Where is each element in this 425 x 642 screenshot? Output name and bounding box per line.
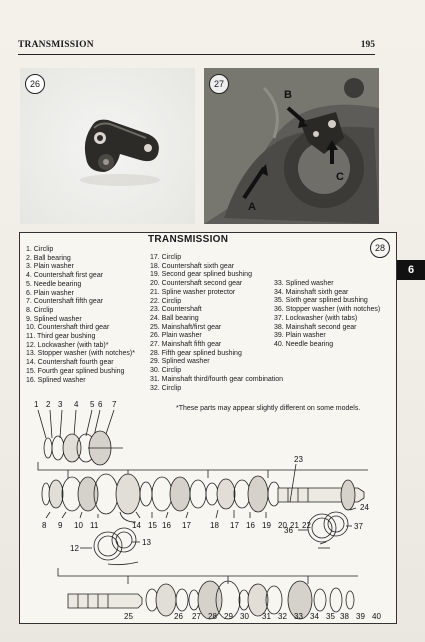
callout-number: 30 <box>240 612 249 620</box>
callout-number: 32 <box>278 612 287 620</box>
parts-list-item: 19. Second gear splined bushing <box>150 271 252 279</box>
photo-number-badge: 26 <box>25 74 45 94</box>
figure-title: TRANSMISSION <box>148 234 229 245</box>
callout-number: 25 <box>124 612 133 620</box>
callout-number: 4 <box>74 400 79 409</box>
oil-pump-photo <box>20 68 195 224</box>
parts-list-col2 <box>150 254 283 393</box>
parts-list-item: 1. Circlip <box>26 246 54 253</box>
callout-number: 40 <box>372 612 381 620</box>
callout-number: 22 <box>302 521 311 530</box>
callout-number: 9 <box>58 521 63 530</box>
callout-number: 1 <box>34 400 39 409</box>
callout-number: 21 <box>290 521 299 530</box>
parts-list-item: 23. Countershaft <box>150 306 202 314</box>
callout-number: 16 <box>246 521 255 530</box>
parts-list-item: 17. Circlip <box>150 254 182 261</box>
callout-number: 14 <box>132 521 141 530</box>
callout-number: 29 <box>224 612 233 620</box>
callout-number: 31 <box>262 612 271 620</box>
callout-number: 6 <box>98 400 103 409</box>
parts-list-item: 6. Plain washer <box>26 289 74 297</box>
parts-list-item: 4. Countershaft first gear <box>26 272 104 280</box>
callout-number: 8 <box>42 521 47 530</box>
callout-number: 3 <box>58 400 63 409</box>
callout-number: 15 <box>148 521 157 530</box>
photo-number-badge: 27 <box>209 74 229 94</box>
parts-list-item: 35. Sixth gear splined bushing <box>274 297 368 305</box>
callout-number: 24 <box>360 503 369 512</box>
callout-number: 39 <box>356 612 365 620</box>
callout-number: 19 <box>262 521 271 530</box>
callout-number: 33 <box>294 612 303 620</box>
photo-label-b: B <box>284 89 292 101</box>
parts-list-item: 40. Needle bearing <box>274 340 334 348</box>
page-header <box>18 40 375 55</box>
parts-list-item: 10. Countershaft third gear <box>26 324 110 332</box>
parts-list-item: 37. Lockwasher (with tabs) <box>274 314 358 322</box>
callout-number: 28 <box>208 612 217 620</box>
parts-list-item: 5. Needle bearing <box>26 280 82 288</box>
parts-list-item: 3. Plain washer <box>26 263 74 271</box>
photo-27 <box>204 68 379 224</box>
callout-number: 20 <box>278 521 287 530</box>
callout-number: 26 <box>174 612 183 620</box>
parts-list-item: 30. Circlip <box>150 367 182 375</box>
parts-list-item: 34. Mainshaft sixth gear <box>274 288 349 296</box>
photo-label-c: C <box>336 171 344 183</box>
callout-number: 13 <box>142 538 151 547</box>
callout-number: 10 <box>74 521 83 530</box>
callout-number: 17 <box>182 521 191 530</box>
parts-list-item: 33. Splined washer <box>274 280 334 287</box>
page-number: 195 <box>360 40 375 50</box>
callout-number: 34 <box>310 612 319 620</box>
parts-list-item: 20. Countershaft second gear <box>150 280 243 288</box>
callout-number: 2 <box>46 400 51 409</box>
parts-list-item: 14. Countershaft fourth gear <box>26 359 114 367</box>
callout-number: 36 <box>284 526 293 535</box>
callout-number: 38 <box>340 612 349 620</box>
parts-list-col3 <box>274 280 380 350</box>
callout-number: 23 <box>294 455 303 464</box>
chapter-tab: 6 <box>397 260 425 280</box>
parts-list-item: 8. Circlip <box>26 306 54 314</box>
parts-list-item: 18. Countershaft sixth gear <box>150 262 235 270</box>
callout-number: 17 <box>230 521 239 530</box>
parts-list-item: 38. Mainshaft second gear <box>274 323 357 331</box>
exploded-transmission-diagram <box>28 398 390 620</box>
parts-list-item: 32. Circlip <box>150 384 182 392</box>
parts-list-item: 11. Third gear bushing <box>26 333 96 341</box>
parts-list-item: 15. Fourth gear splined bushing <box>26 367 125 375</box>
callout-number: 12 <box>70 544 79 553</box>
parts-list-item: 12. Lockwasher (with tab)* <box>26 341 109 349</box>
callout-number: 11 <box>90 521 99 530</box>
parts-list-item: 21. Spline washer protector <box>150 288 236 296</box>
footnote: *These parts may appear slightly different on some models. <box>176 405 361 412</box>
callout-number: 27 <box>192 612 201 620</box>
parts-list-item: 24. Ball bearing <box>150 314 199 322</box>
callout-number: 18 <box>210 521 219 530</box>
callout-number: 37 <box>354 522 363 531</box>
parts-list-item: 27. Mainshaft fifth gear <box>150 341 222 349</box>
engine-case-photo <box>204 68 379 224</box>
parts-list-item: 31. Mainshaft third/fourth gear combination <box>150 375 284 383</box>
parts-list-item: 26. Plain washer <box>150 332 202 340</box>
parts-list-item: 29. Splined washer <box>150 358 210 366</box>
parts-list-item: 39. Plain washer <box>274 332 326 340</box>
photo-label-a: A <box>248 201 256 213</box>
section-title: TRANSMISSION <box>18 40 94 50</box>
parts-list-item: 36. Stopper washer (with notches) <box>274 306 381 314</box>
parts-list-item: 13. Stopper washer (with notches)* <box>26 350 135 358</box>
parts-list-item: 25. Mainshaft/first gear <box>150 323 222 331</box>
parts-list-item: 28. Fifth gear splined bushing <box>150 349 242 357</box>
callout-number: 7 <box>112 400 117 409</box>
parts-list-item: 9. Splined washer <box>26 315 82 323</box>
photo-26 <box>20 68 195 224</box>
parts-list-item: 22. Circlip <box>150 297 182 305</box>
parts-list-item: 16. Splined washer <box>26 376 86 384</box>
parts-list-col1 <box>26 246 135 385</box>
callout-number: 35 <box>326 612 335 620</box>
parts-list-item: 7. Countershaft fifth gear <box>26 298 104 306</box>
callout-number: 5 <box>90 400 95 409</box>
callout-number: 16 <box>162 521 171 530</box>
figure-number-badge: 28 <box>370 238 390 258</box>
parts-list-item: 2. Ball bearing <box>26 254 71 262</box>
